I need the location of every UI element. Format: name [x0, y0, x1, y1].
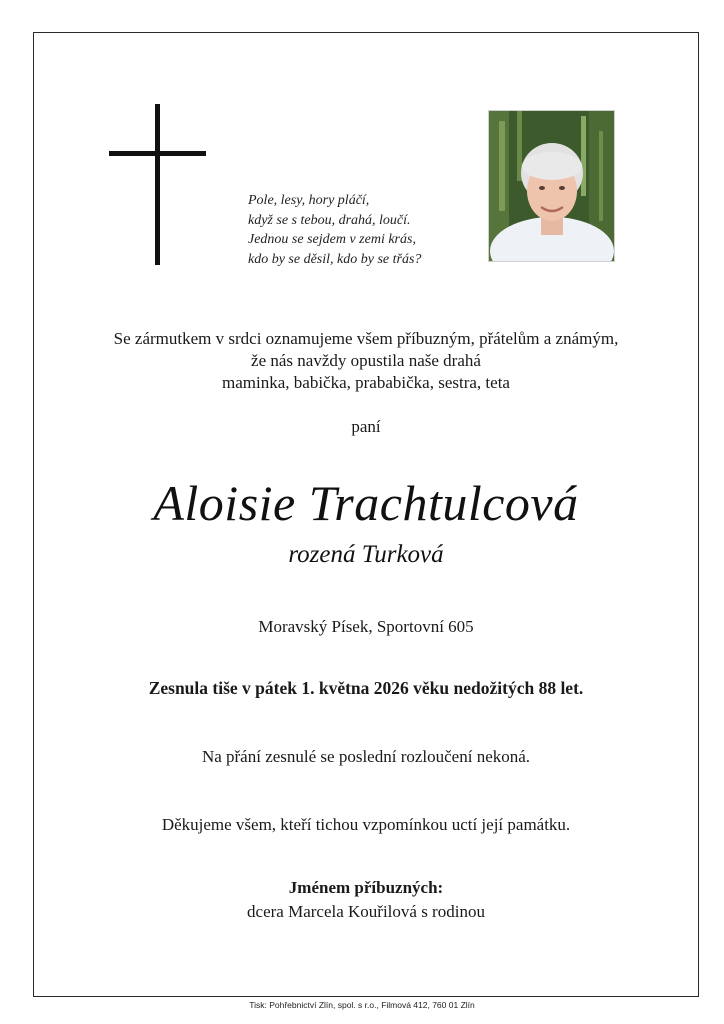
- death-notice: Zesnula tiše v pátek 1. května 2026 věku nedožitých 88 let.: [148, 678, 584, 698]
- poem-line: když se s tebou, drahá, loučí.: [248, 212, 411, 228]
- intro-line: Se zármutkem v srdci oznamujeme všem příbuzným, přátelům a známým,: [113, 329, 619, 348]
- poem-line: Jednou se sejdem v zemi krás,: [248, 232, 416, 247]
- ceremony-notice: Na přání zesnulé se poslední rozloučení nekoná.: [201, 747, 531, 766]
- print-footer: Tisk: Pohřebnictví Zlín, spol. s r.o., Filmová 412, 760 01 Zlín: [249, 1000, 475, 1010]
- intro-line: maminka, babička, prababička, sestra, teta: [222, 373, 510, 392]
- address: Moravský Písek, Sportovní 605: [258, 617, 474, 636]
- thanks-text: Děkujeme všem, kteří tichou vzpomínkou uctí její památku.: [161, 815, 571, 834]
- deceased-name: Aloisie Trachtulcová: [153, 475, 579, 531]
- signature-title: Jménem příbuzných:: [288, 878, 444, 897]
- maiden-name: rozená Turková: [288, 541, 444, 568]
- intro-line: že nás navždy opustila naše drahá: [251, 351, 481, 370]
- poem: [248, 191, 478, 269]
- poem-line: Pole, lesy, hory pláčí,: [248, 193, 370, 208]
- intro-text: [60, 328, 672, 394]
- signature-name: dcera Marcela Kouřilová s rodinou: [247, 902, 485, 921]
- poem-line: kdo by se děsil, kdo by se třás?: [248, 251, 422, 267]
- honorific: paní: [351, 417, 381, 436]
- portrait-photo: [488, 110, 615, 262]
